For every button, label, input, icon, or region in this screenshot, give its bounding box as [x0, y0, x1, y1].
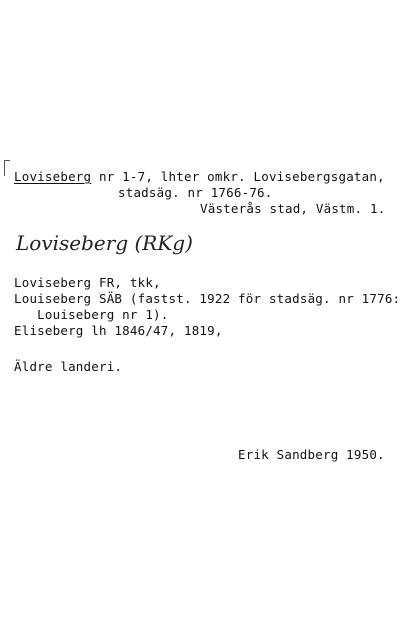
headword: Loviseberg: [14, 169, 92, 184]
handwritten-form-drawing: [14, 226, 214, 260]
card-corner-mark-left: [4, 160, 5, 176]
form-line-2: Louiseberg SÄB (fastst. 1922 för stadsäg. nr 1776:: [14, 291, 400, 306]
handwritten-form: [14, 226, 214, 260]
note-line: Äldre landeri.: [14, 359, 123, 374]
header-line-1: [14, 170, 385, 184]
form-line-3: Louiseberg nr 1).: [14, 307, 169, 322]
handwritten-form-text: Loviseberg (RKg): [16, 231, 193, 255]
form-line-1: Loviseberg FR, tkk,: [14, 275, 161, 290]
header-line-3: Västerås stad, Västm. 1.: [200, 201, 386, 216]
header-line-1-rest: nr 1-7, lhter omkr. Lovisebergsgatan,: [91, 169, 385, 184]
signature-line: Erik Sandberg 1950.: [238, 447, 385, 462]
form-line-4: Eliseberg lh 1846/47, 1819,: [14, 323, 223, 338]
header-line-2: stadsäg. nr 1766-76.: [118, 185, 273, 200]
